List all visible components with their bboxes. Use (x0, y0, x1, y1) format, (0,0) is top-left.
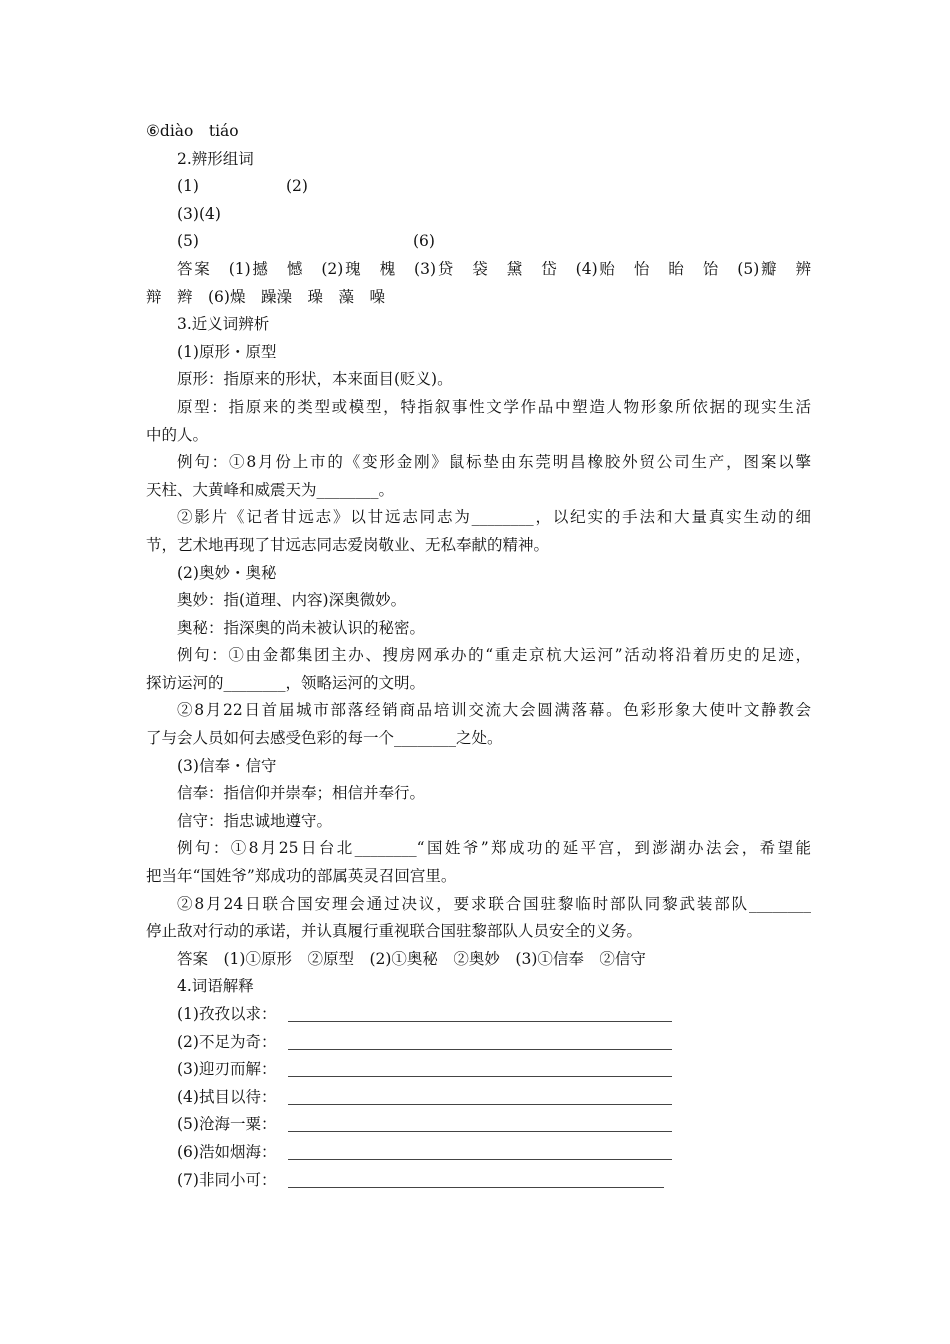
term-item (146, 1111, 811, 1139)
group-1-definition-2-line-2: 中的人。 (146, 425, 209, 444)
group-1-example-2-line-2: 节，艺术地再现了甘远志同志爱岗敬业、无私奉献的精神。 (146, 535, 550, 554)
shape-item-1: (1) (177, 177, 199, 196)
term-item (146, 1139, 811, 1167)
group-1-example-1-line-2: 天柱、大黄峰和威震天为________。 (146, 480, 395, 499)
term-item (146, 1029, 811, 1057)
section-2-title: 2.辨形组词 (177, 149, 254, 168)
group-3-example-2-line-2: 停止敌对行动的承诺，并认真履行重视联合国驻黎部队人员安全的义务。 (146, 922, 643, 941)
group-3-heading: (3)信奉・信守 (177, 756, 277, 775)
term-label: (1)孜孜以求： (177, 1005, 277, 1023)
term-label: (2)不足为奇： (177, 1032, 277, 1051)
group-2-definition-2: 奥秘：指深奥的尚未被认识的秘密。 (177, 618, 426, 637)
group-1-example-1-line-1: 例句：①8月份上市的《变形金刚》鼠标垫由东莞明昌橡胶外贸公司生产，图案以擎 (177, 453, 811, 472)
pinyin-line: ⑥diào tiáo (146, 122, 239, 140)
answer-blank-line[interactable] (288, 1035, 672, 1050)
shape-item-6: (6) (412, 232, 435, 251)
shape-item-5: (5) (177, 232, 199, 251)
shape-row-3 (146, 228, 811, 256)
term-item (146, 1001, 811, 1029)
answer-blank-line[interactable] (288, 1145, 672, 1160)
group-2-example-1-line-2: 探访运河的________，领略运河的文明。 (146, 673, 426, 692)
term-label: (5)沧海一粟： (177, 1115, 277, 1134)
section-2-answer-line-1: 答案 (1)撼 憾 (2)瑰 槐 (3)贷 袋 黛 岱 (4)贻 怡 眙 饴 (5)瓣 辨 (177, 259, 811, 278)
group-2-example-1-line-1: 例句：①由金都集团主办、搜房网承办的“重走京杭大运河”活动将沿着历史的足迹， (177, 646, 811, 665)
section-4-title: 4.词语解释 (177, 977, 254, 996)
shape-item-2: (2) (285, 177, 308, 196)
term-item (146, 1167, 811, 1195)
answer-blank-line[interactable] (288, 1117, 672, 1132)
group-1-heading: (1)原形・原型 (177, 342, 277, 361)
group-2-definition-1: 奥妙：指(道理、内容)深奥微妙。 (177, 591, 407, 610)
term-item (146, 1056, 811, 1084)
shape-row-1 (146, 173, 811, 201)
answer-blank-line[interactable] (288, 1173, 664, 1188)
group-3-definition-2: 信守：指忠诚地遵守。 (177, 811, 333, 830)
answer-blank-line[interactable] (288, 1062, 672, 1077)
section-2-answer-line-2: 辩 辫 (6)燥 躁澡 璪 藻 噪 (146, 287, 385, 306)
term-label: (3)迎刃而解： (177, 1060, 277, 1079)
answer-blank-line[interactable] (288, 1090, 672, 1105)
group-3-example-1-line-2: 把当年“国姓爷”郑成功的部属英灵召回宫里。 (146, 867, 457, 886)
section-3-answer: 答案 (1)①原形 ②原型 (2)①奥秘 ②奥妙 (3)①信奉 ②信守 (177, 949, 646, 968)
answer-blank-line[interactable] (288, 1007, 672, 1022)
term-item (146, 1084, 811, 1112)
section-3-title: 3.近义词辨析 (177, 315, 270, 334)
group-3-example-2-line-1: ②8月24日联合国安理会通过决议，要求联合国驻黎临时部队同黎武装部队________ (177, 894, 811, 913)
term-label: (6)浩如烟海： (177, 1142, 277, 1161)
shape-row-2: (3)(4) (177, 204, 221, 223)
term-label: (7)非同小可： (177, 1170, 277, 1189)
group-2-heading: (2)奥妙・奥秘 (177, 563, 277, 582)
group-3-example-1-line-1: 例句：①8月25日台北________“国姓爷”郑成功的延平宫，到澎湖办法会，希望能 (177, 839, 811, 858)
document-page (146, 118, 811, 1194)
group-3-definition-1: 信奉：指信仰并崇奉；相信并奉行。 (177, 784, 426, 803)
group-2-example-2-line-1: ②8月22日首届城市部落经销商品培训交流大会圆满落幕。色彩形象大使叶文静教会 (177, 701, 811, 720)
group-1-definition-2-line-1: 原型：指原来的类型或模型，特指叙事性文学作品中塑造人物形象所依据的现实生活 (177, 397, 811, 416)
group-2-example-2-line-2: 了与会人员如何去感受色彩的每一个________之处。 (146, 729, 503, 748)
group-1-definition-1: 原形：指原来的形状，本来面目(贬义)。 (177, 370, 453, 389)
group-1-example-2-line-1: ②影片《记者甘远志》以甘远志同志为________，以纪实的手法和大量真实生动的细 (177, 508, 811, 527)
term-label: (4)拭目以待： (177, 1087, 277, 1106)
